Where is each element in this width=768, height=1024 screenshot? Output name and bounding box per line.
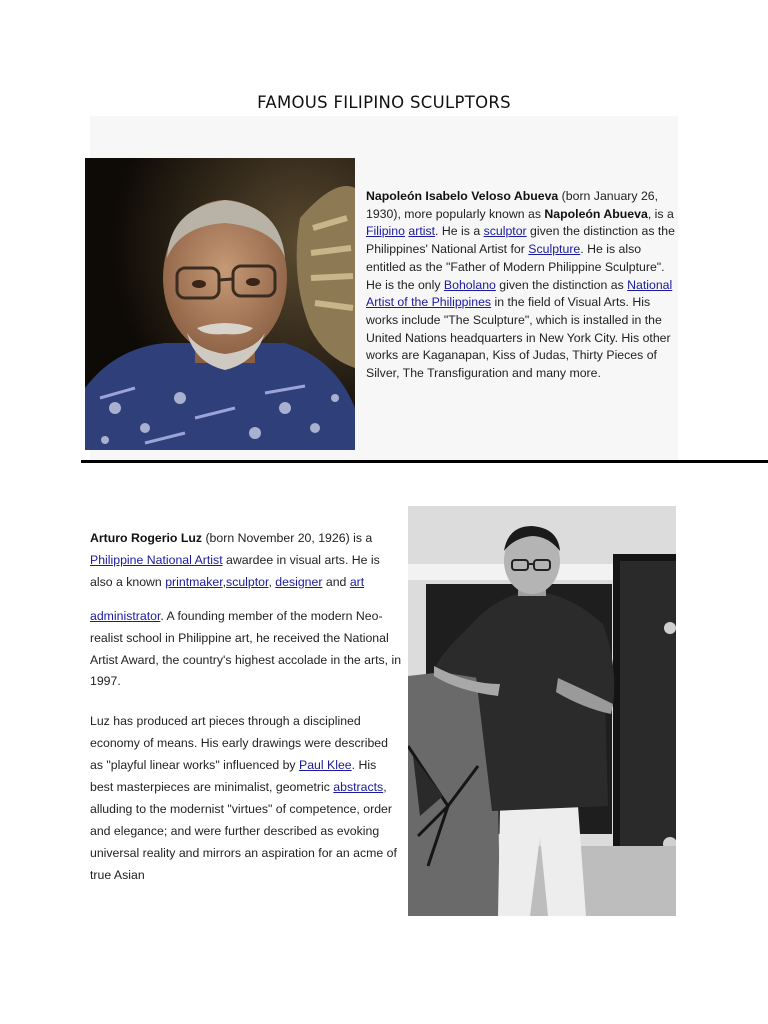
bio-text: , is a	[647, 206, 674, 221]
luz-bio	[90, 528, 402, 887]
link-printmaker[interactable]: printmaker	[165, 574, 223, 589]
bio-text: in the field of Visual Arts. His works include "The Sculpture", which is installed in the United Nations headquarters in New York City. His other works are Kaganapan, Kiss of Judas, Thirty Pieces of Silver, The Transfiguration and many more.	[366, 295, 671, 381]
bio-text: Luz has produced art pieces through a disciplined economy of means. His early drawings were described as "playful linear works" influenced by	[90, 714, 388, 773]
bio-text: , alluding to the modernist "virtues" of competence, order and elegance; and were further described as evoking universal reality and mirrors an aspiration for an acme of true Asian	[90, 780, 397, 882]
bio-text: (born November 20, 1926) is a	[202, 531, 373, 545]
bio-text: given the distinction as	[495, 277, 628, 292]
abueva-bio	[366, 188, 678, 383]
link-artist[interactable]: artist	[408, 224, 436, 239]
bio-text: . He is also entitled as the "Father of Modern Philippine Sculpture". He is the only	[366, 242, 665, 292]
luz-portrait-photo	[408, 506, 676, 916]
luz-name: Arturo Rogerio Luz	[90, 531, 203, 545]
bio-text: and	[322, 574, 350, 589]
link-sculptor[interactable]: sculptor	[226, 574, 269, 589]
bio-text: ,	[222, 574, 227, 589]
link-sculptor[interactable]: sculptor	[483, 224, 527, 239]
link-sculpture[interactable]: Sculpture	[528, 242, 581, 257]
abueva-full-name: Napoleón Isabelo Veloso Abueva	[366, 189, 559, 203]
link-boholano[interactable]: Boholano	[443, 277, 496, 292]
bio-text: awardee in visual arts. He is also a known	[90, 552, 380, 589]
section-divider	[81, 460, 768, 463]
bio-text: given the distinction as the Philippines' National Artist for	[366, 224, 675, 257]
link-administrator[interactable]: administrator	[90, 608, 161, 623]
link-art[interactable]: art	[349, 574, 365, 589]
link-philippine-national-artist[interactable]: Philippine National Artist	[90, 552, 223, 567]
abueva-portrait-photo	[85, 158, 355, 450]
link-filipino[interactable]: Filipino	[366, 224, 405, 239]
link-designer[interactable]: designer	[275, 574, 323, 589]
page-title: FAMOUS FILIPINO SCULPTORS	[257, 93, 511, 112]
link-abstracts[interactable]: abstracts	[333, 780, 384, 795]
luz-paragraph-3	[90, 711, 402, 886]
link-paul-klee[interactable]: Paul Klee	[299, 758, 352, 773]
link-national-artist[interactable]: National Artist of the Philippines	[366, 277, 673, 310]
luz-paragraph-1	[90, 528, 402, 594]
abueva-short-name: Napoleón Abueva	[544, 206, 648, 221]
bio-text: . A founding member of the modern Neo-realist school in Philippine art, he received the National Artist Award, the country's highest accolade in the arts, in 1997.	[90, 608, 402, 689]
luz-paragraph-2	[90, 606, 402, 694]
bio-text: . His best masterpieces are minimalist, geometric	[90, 758, 377, 795]
bio-text: ,	[268, 574, 276, 589]
bio-text: (born January 26, 1930), more popularly known as	[366, 189, 659, 221]
bio-text: . He is a	[435, 224, 484, 239]
